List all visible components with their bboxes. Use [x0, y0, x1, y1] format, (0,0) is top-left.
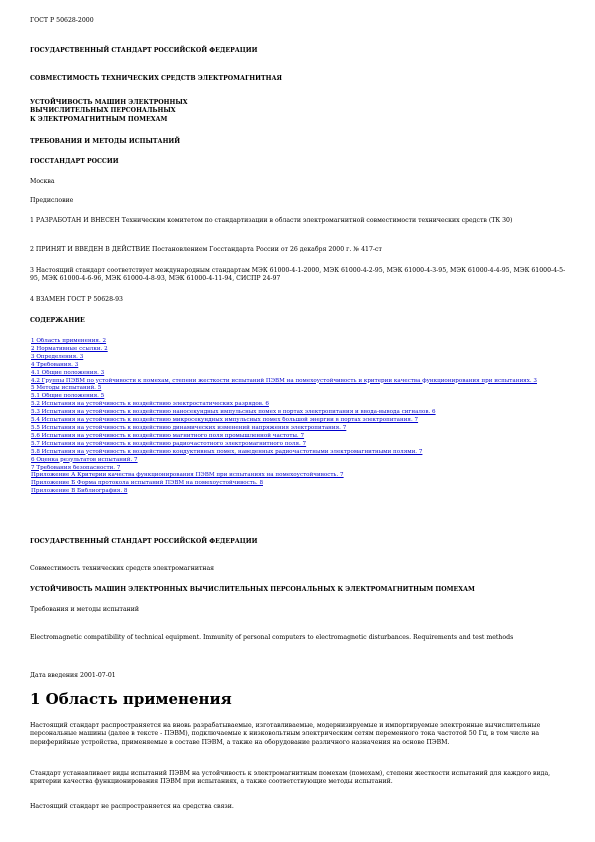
introduction-date: Дата введения 2001-07-01	[30, 672, 116, 679]
toc-link[interactable]: 7 Требования безопасности. 7	[31, 464, 121, 471]
toc-link[interactable]: 5 Методы испытаний. 5	[31, 385, 102, 392]
paragraph: Настоящий стандарт не распространяется на средства связи.	[30, 803, 234, 810]
state-standard-heading: ГОСУДАРСТВЕННЫЙ СТАНДАРТ РОССИЙСКОЙ ФЕДЕРАЦИИ	[30, 47, 258, 54]
gosstandart: ГОССТАНДАРТ РОССИИ	[30, 158, 119, 165]
toc-link[interactable]: 1 Область применения. 2	[31, 338, 107, 344]
requirements-subtitle: Требования и методы испытаний	[30, 606, 140, 613]
section-1-heading: 1 Область применения	[30, 690, 232, 708]
toc-link[interactable]: 5.5 Испытания на устойчивость к воздействию динамических изменений напряжения электропитания. 7	[31, 424, 347, 431]
paragraph: Настоящий стандарт распространяется на вновь разрабатываемые, изготавливаемые, модернизируемые и импортируемые электронные вычислительные персональные машины (далее в тексте - ПЭВМ), подключаемые к низковольтным электрическим сетям переменного тока частотой 50 Гц, в том числе на периферийные устройства, применяемые в составе ПЭВМ, а также на оборудование различного назначения на основе ПЭВМ.	[30, 722, 541, 746]
state-standard-heading-2: ГОСУДАРСТВЕННЫЙ СТАНДАРТ РОССИЙСКОЙ ФЕДЕРАЦИИ	[30, 538, 258, 545]
compat-subtitle: Совместимость технических средств электромагнитная	[30, 565, 215, 572]
preface-heading: Предисловие	[30, 197, 74, 204]
toc-link[interactable]: 5.4 Испытания на устойчивость к воздействию микросекундных импульсных помех большой энергии в портах электропитания. 7	[31, 417, 419, 424]
toc-link[interactable]: 4 Требования. 3	[31, 361, 79, 368]
toc-link[interactable]: 2 Нормативные ссылки. 2	[31, 345, 108, 352]
doc-code: ГОСТ Р 50628-2000	[30, 17, 94, 24]
toc-link[interactable]: Приложение В Библиография. 8	[31, 488, 128, 495]
toc-link[interactable]: 5.8 Испытания на устойчивость к воздействию кондуктивных помех, наведенных радиочастотными электромагнитными полями. 7	[31, 448, 423, 455]
full-title: УСТОЙЧИВОСТЬ МАШИН ЭЛЕКТРОННЫХ ВЫЧИСЛИТЕЛЬНЫХ ПЕРСОНАЛЬНЫХ К ЭЛЕКТРОМАГНИТНЫМ ПОМЕХАМ	[30, 586, 475, 593]
toc-link[interactable]: 5.1 Общие положения. 5	[31, 393, 105, 400]
toc-link[interactable]: 4.1 Общие положения. 3	[31, 369, 105, 376]
title-line: ВЫЧИСЛИТЕЛЬНЫХ ПЕРСОНАЛЬНЫХ	[30, 107, 176, 115]
toc-link[interactable]: 4.2 Группы ПЭВМ по устойчивости к помехам, степени жесткости испытаний ПЭВМ на помехоустойчивость и критерии качества функционирования при испытаниях. 3	[31, 377, 537, 384]
toc-link[interactable]: 3 Определения. 3	[31, 353, 84, 360]
paragraph: Стандарт устанавливает виды испытаний ПЭВМ на устойчивость к электромагнитным помехам (помехам), степени жесткости испытаний для каждого вида, критерии качества функционирования ПЭВМ при испытаниях, а также соответствующие методы испытаний.	[30, 770, 551, 786]
compat-title: СОВМЕСТИМОСТЬ ТЕХНИЧЕСКИХ СРЕДСТВ ЭЛЕКТРОМАГНИТНАЯ	[30, 75, 282, 82]
preface-item: 2 ПРИНЯТ И ВВЕДЕН В ДЕЙСТВИЕ Постановлением Госстандарта России от 26 декабря 2000 г. № 417-ст	[30, 246, 382, 253]
toc-link[interactable]: Приложение Б Форма протокола испытаний ПЭВМ на помехоустойчивость. 8	[31, 480, 263, 487]
toc-link[interactable]: 5.2 Испытания на устойчивость к воздействию электростатических разрядов. 6	[31, 401, 269, 408]
title-block	[30, 99, 570, 124]
toc-link[interactable]: Приложение А Критерии качества функционирования ПЭВМ при испытаниях на помехоустойчивость. 7	[31, 472, 344, 479]
title-line: К ЭЛЕКТРОМАГНИТНЫМ ПОМЕХАМ	[30, 115, 168, 123]
title-line: УСТОЙЧИВОСТЬ МАШИН ЭЛЕКТРОННЫХ	[30, 99, 188, 106]
contents-heading: СОДЕРЖАНИЕ	[30, 317, 85, 324]
table-of-contents	[31, 338, 551, 496]
preface-item: 3 Настоящий стандарт соответствует международным стандартам МЭК 61000-4-1-2000, МЭК 61000-4-2-95, МЭК 61000-4-3-95, МЭК 61000-4-4-95, МЭК 61000-4-5-95, МЭК 61000-4-6-96, МЭК 61000-4-8-93, МЭК 61000-4-11-94, СИСПР 24-97	[30, 267, 566, 283]
preface-item: 1 РАЗРАБОТАН И ВНЕСЕН Техническим комитетом по стандартизации в области электромагнитной совместимости технических средств (ТК 30)	[30, 217, 513, 224]
preface-item: 4 ВЗАМЕН ГОСТ Р 50628-93	[30, 296, 123, 303]
toc-link[interactable]: 5.3 Испытания на устойчивость к воздействию наносекундных импульсных помех в портах электропитания и ввода-вывода сигналов. 6	[31, 409, 436, 416]
english-title: Electromagnetic compatibility of technical equipment. Immunity of personal computers to electromagnetic disturbances. Requirements and test methods	[30, 634, 514, 641]
toc-link[interactable]: 5.7 Испытания на устойчивость к воздействию радиочастотного электромагнитного поля. 7	[31, 440, 307, 447]
requirements-heading: ТРЕБОВАНИЯ И МЕТОДЫ ИСПЫТАНИЙ	[30, 138, 181, 145]
toc-link[interactable]: 6 Оценка результатов испытаний. 7	[31, 456, 138, 463]
toc-link[interactable]: 5.6 Испытания на устойчивость к воздействию магнитного поля промышленной частоты. 7	[31, 432, 305, 439]
city: Москва	[30, 178, 55, 185]
